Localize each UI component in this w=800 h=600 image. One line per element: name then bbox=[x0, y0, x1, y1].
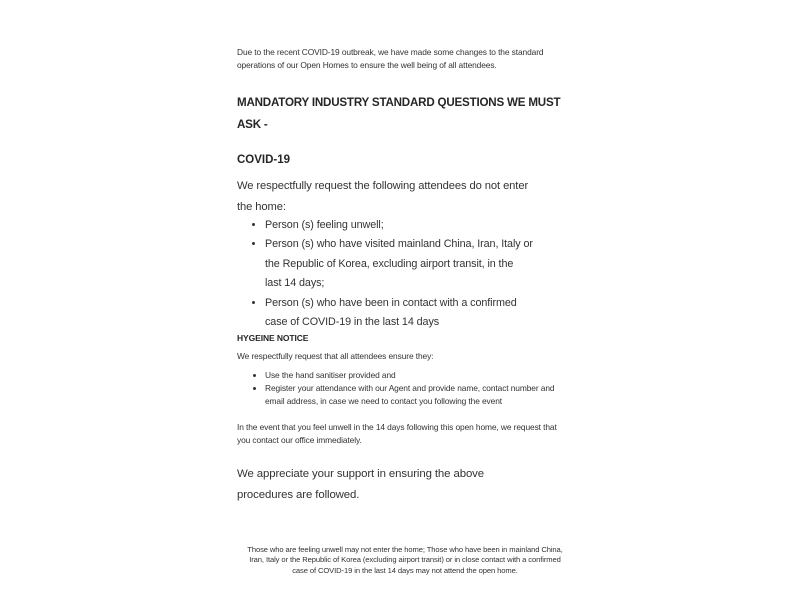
main-heading: MANDATORY INDUSTRY STANDARD QUESTIONS WE MUST ASK - bbox=[237, 96, 561, 131]
footer-summary: Those who are feeling unwell may not enter the home; Those who have been in mainland China, Iran, Italy or the Republic of Korea (excluding airport transit) or in close contact with a confirmed case of COVID-19 in the last 14 days may not attend the open home. bbox=[247, 545, 563, 575]
covid-restrictions-list bbox=[237, 216, 601, 332]
covid-request-paragraph: We respectfully request the following attendees do not enter the home: bbox=[237, 180, 529, 213]
list-item: • Register your attendance with our Agent and provide name, contact number and email address, in case we need to contact you following the event bbox=[265, 382, 601, 408]
hygiene-section-heading: HYGEINE NOTICE bbox=[237, 333, 309, 343]
document-content-column bbox=[237, 0, 573, 600]
list-item: • Person (s) feeling unwell; bbox=[265, 216, 601, 235]
covid-section-heading: COVID-19 bbox=[237, 154, 291, 166]
hygiene-instructions-list bbox=[237, 369, 601, 408]
closing-paragraph: We appreciate your support in ensuring the above procedures are followed. bbox=[237, 468, 485, 501]
intro-paragraph: Due to the recent COVID-19 outbreak, we have made some changes to the standard operations of our Open Homes to ensure the well being of all attendees. bbox=[237, 47, 544, 70]
list-item: • Use the hand sanitiser provided and bbox=[265, 369, 601, 382]
list-item: • Person (s) who have visited mainland China, Iran, Italy or the Republic of Korea, excluding airport transit, in the last 14 days; bbox=[265, 235, 601, 293]
list-item: • Person (s) who have been in contact with a confirmed case of COVID-19 in the last 14 days bbox=[265, 294, 601, 333]
hygiene-request-paragraph: We respectfully request that all attendees ensure they: bbox=[237, 351, 434, 361]
unwell-notice-paragraph: In the event that you feel unwell in the 14 days following this open home, we request that you contact our office immediately. bbox=[237, 422, 557, 445]
